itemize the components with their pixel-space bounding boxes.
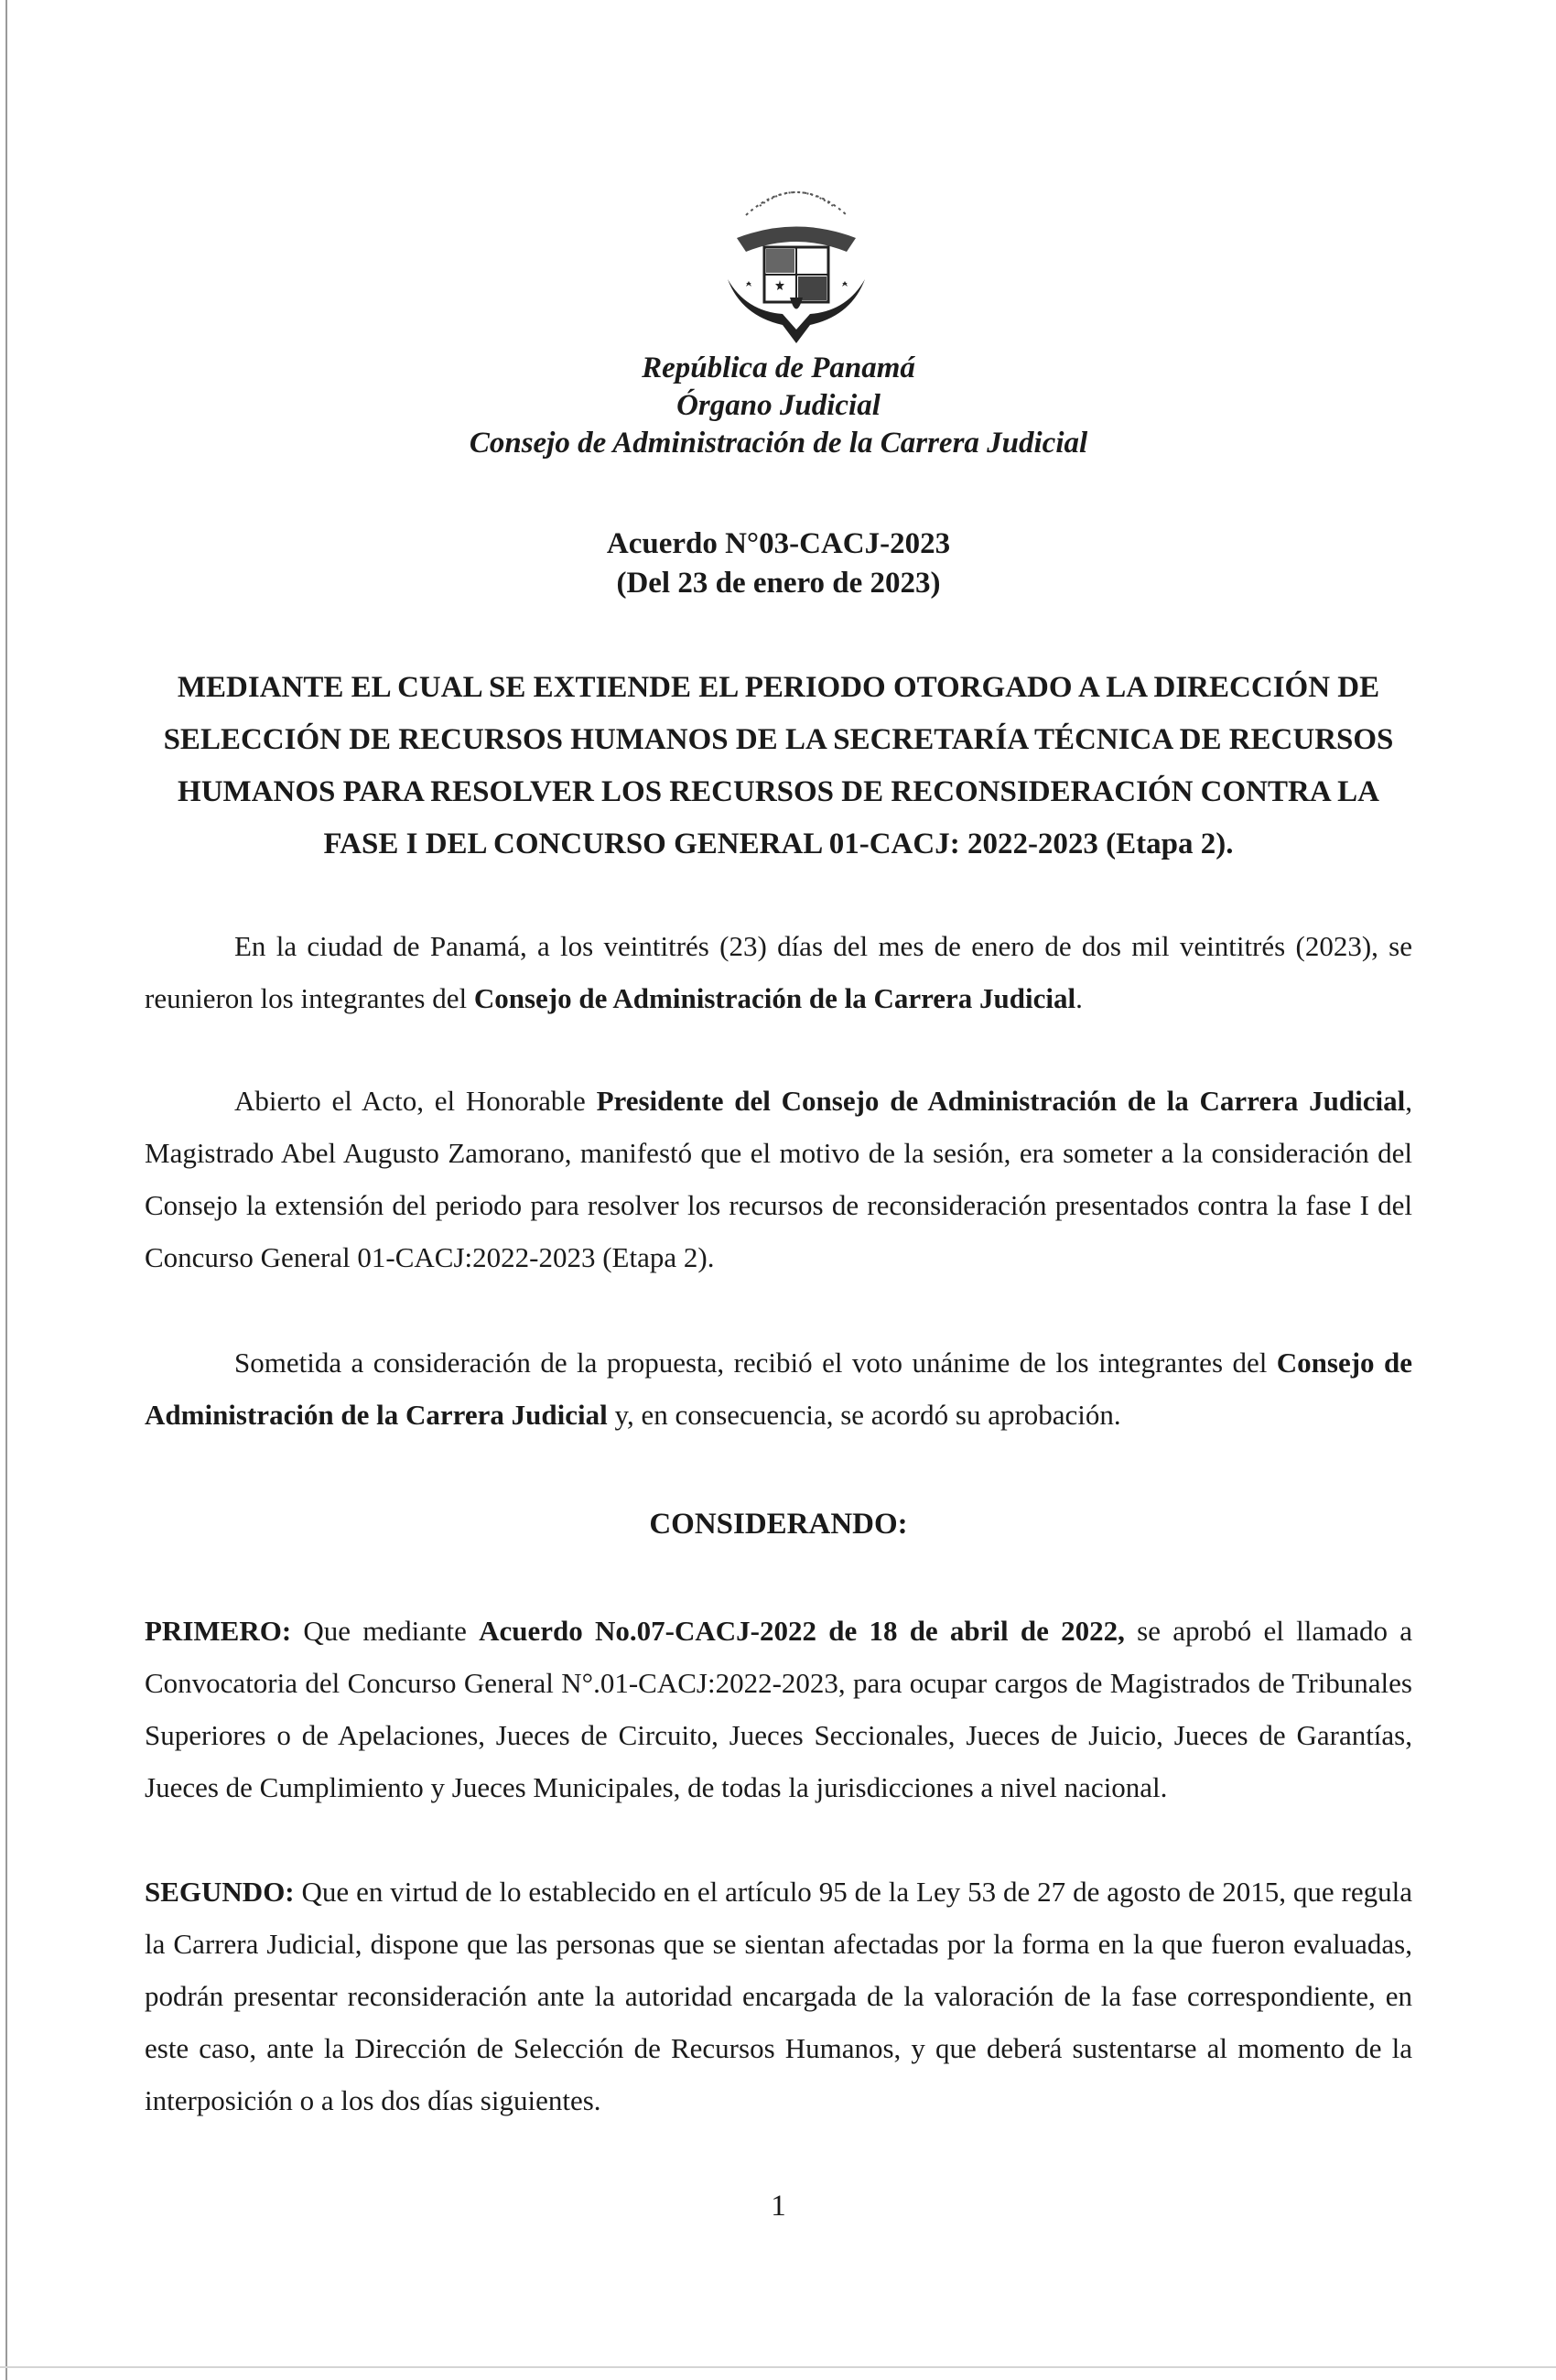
paragraph-bold: Consejo de Administración de la Carrera Judicial <box>145 1347 1413 1431</box>
title-line: HUMANOS PARA RESOLVER LOS RECURSOS DE RECONSIDERACIÓN CONTRA LA <box>178 775 1379 808</box>
paragraph-vote <box>145 1336 1412 1441</box>
paragraph-bold: Consejo de Administración de la Carrera Judicial <box>473 982 1076 1014</box>
paragraph-opening <box>145 920 1412 1024</box>
paragraph-segundo <box>145 1866 1412 2126</box>
agreement-heading <box>145 525 1412 603</box>
title-line: FASE I DEL CONCURSO GENERAL 01-CACJ: 2022-2023 (Etapa 2). <box>323 828 1234 860</box>
paragraph-bold: Presidente del Consejo de Administración de la Carrera Judicial <box>596 1085 1406 1117</box>
paragraph-bold: Acuerdo No.07-CACJ-2022 de 18 de abril de 2022, <box>479 1615 1125 1647</box>
title-line: SELECCIÓN DE RECURSOS HUMANOS DE LA SECRETARÍA TÉCNICA DE RECURSOS <box>163 723 1394 756</box>
paragraph-text: y, en consecuencia, se acordó su aprobación. <box>607 1399 1121 1431</box>
paragraph-text: . <box>1075 982 1083 1014</box>
paragraph-text: En la ciudad de Panamá, a los veintitrés (23) días del mes de enero de dos mil veintitrés (2023), se reunieron los integrantes del <box>145 930 1412 1014</box>
panama-coat-of-arms-icon <box>709 151 883 348</box>
paragraph-primero <box>145 1605 1412 1813</box>
paragraph-text: Abierto el Acto, el Honorable <box>234 1085 597 1117</box>
agreement-date: (Del 23 de enero de 2023) <box>616 567 941 600</box>
title-line: MEDIANTE EL CUAL SE EXTIENDE EL PERIODO OTORGADO A LA DIRECCIÓN DE <box>177 671 1380 704</box>
document-page <box>145 0 1412 2380</box>
header-organ: Órgano Judicial <box>676 389 881 422</box>
paragraph-text: , Magistrado Abel Augusto Zamorano, manifestó que el motivo de la sesión, era someter a la consideración del Consejo la extensión del periodo para resolver los recursos de reconsideración presentados contra la fase I del Concurso General 01-CACJ:2022-2023 (Etapa 2). <box>145 1085 1412 1273</box>
header-council: Consejo de Administración de la Carrera Judicial <box>469 427 1088 460</box>
institution-header <box>145 350 1412 462</box>
page-number: 1 <box>771 2190 786 2223</box>
considerando-heading: CONSIDERANDO: <box>649 1508 908 1541</box>
clause-label: SEGUNDO: <box>145 1876 295 1908</box>
paragraph-text: Sometida a consideración de la propuesta, recibió el voto unánime de los integrantes del <box>234 1347 1277 1379</box>
paragraph-text: Que mediante <box>291 1615 480 1647</box>
scan-edge-line <box>5 0 7 2380</box>
document-title <box>145 662 1412 871</box>
paragraph-act <box>145 1075 1412 1283</box>
clause-label: PRIMERO: <box>145 1615 292 1647</box>
header-country: República de Panamá <box>642 352 915 384</box>
agreement-number: Acuerdo N°03-CACJ-2023 <box>606 527 951 560</box>
paragraph-text: Que en virtud de lo establecido en el artículo 95 de la Ley 53 de 27 de agosto de 2015, que regula la Carrera Judicial, dispone que las personas que se sientan afectadas por la forma en la que fueron evaluadas, podrán presentar reconsideración ante la autoridad encargada de la valoración de la fase correspondiente, en este caso, ante la Dirección de Selección de Recursos Humanos, y que deberá sustentarse al momento de la interposición o a los dos días siguientes. <box>145 1876 1412 2116</box>
paragraph-text: se aprobó el llamado a Convocatoria del Concurso General N°.01-CACJ:2022-2023, para ocupar cargos de Magistrados de Tribunales Superiores o de Apelaciones, Jueces de Circuito, Jueces Seccionales, Jueces de Juicio, Jueces de Garantías, Jueces de Cumplimiento y Jueces Municipales, de todas la jurisdicciones a nivel nacional. <box>145 1615 1412 1803</box>
